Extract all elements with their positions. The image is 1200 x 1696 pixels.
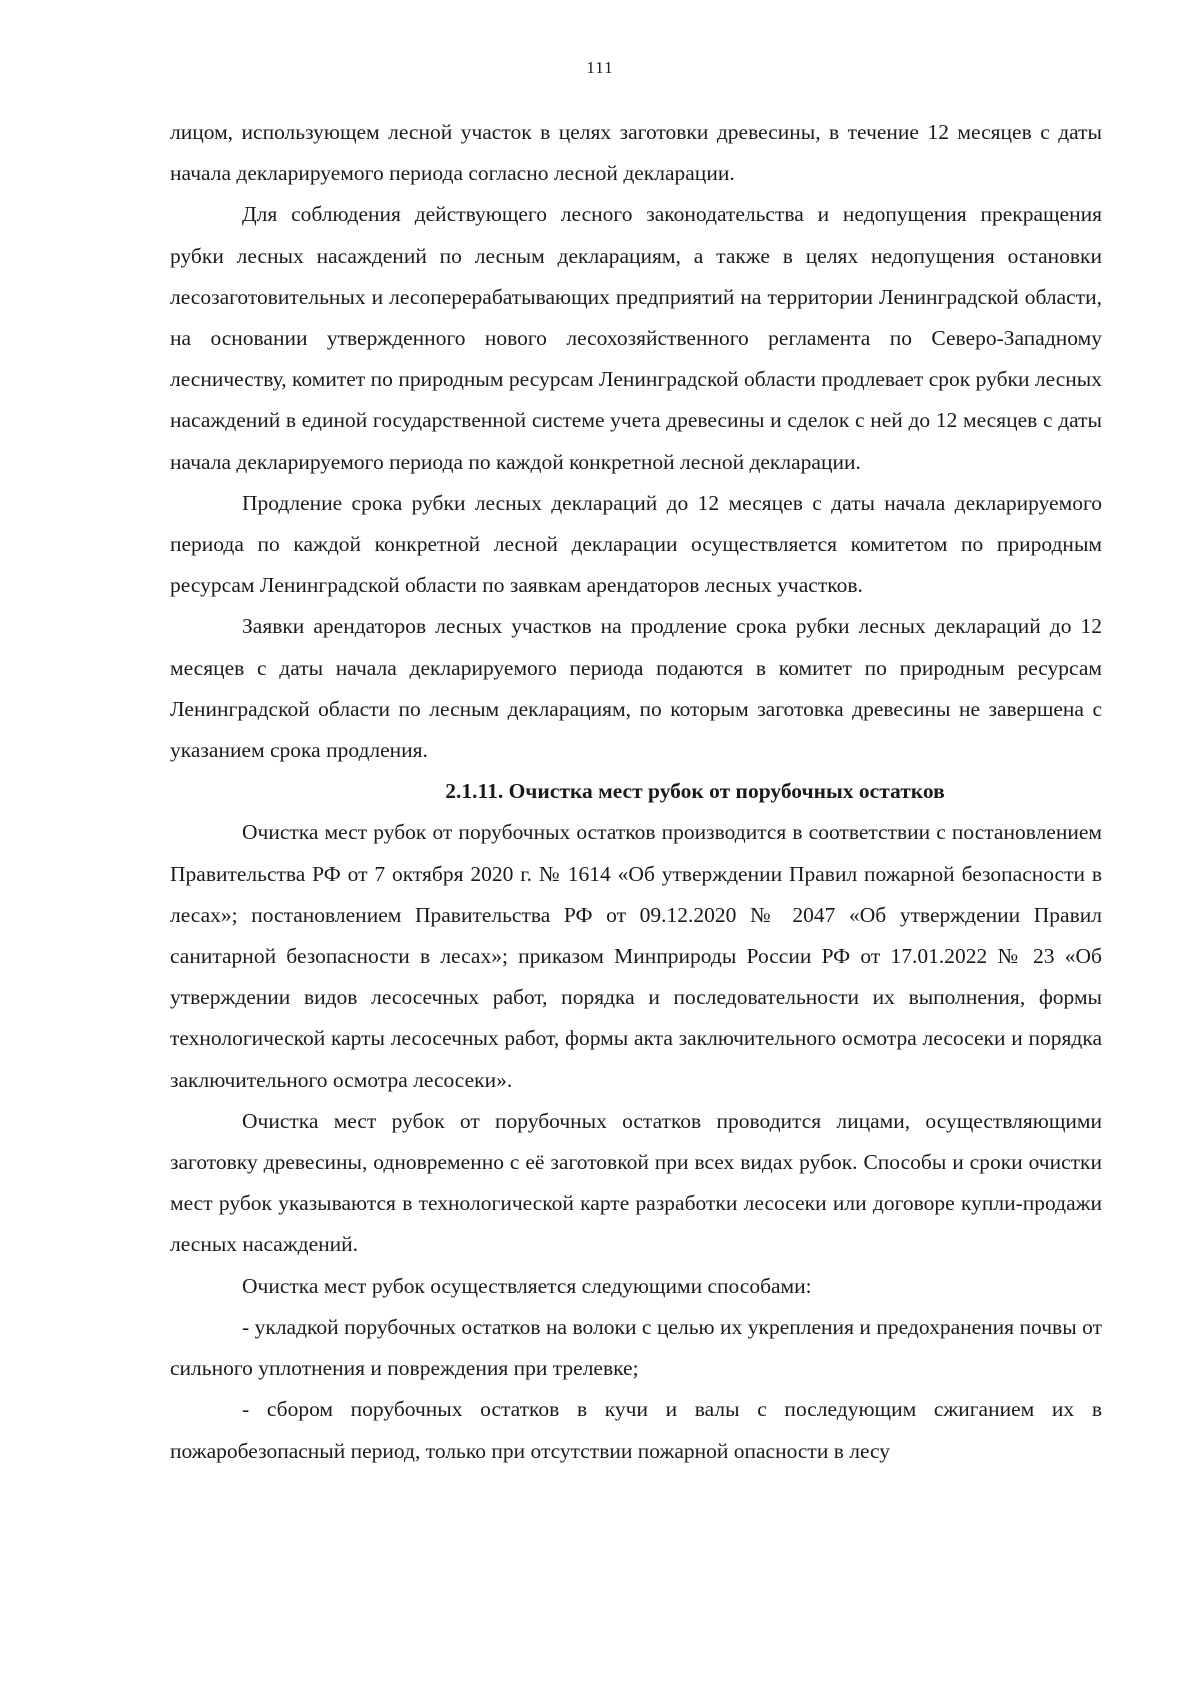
paragraph: Для соблюдения действующего лесного законодательства и недопущения прекращения рубки лесных насаждений по лесным декларациям, а также в целях недопущения остановки лесозаготовительных и лесоперерабатывающих предприятий на территории Ленинградской области, на основании утвержденного нового лесохозяйственного регламента по Северо-Западному лесничеству, комитет по природным ресурсам Ленинградской области продлевает срок рубки лесных насаждений в единой государственной системе учета древесины и сделок с ней до 12 месяцев с даты начала декларируемого периода по каждой конкретной лесной декларации.: [170, 202, 1102, 474]
paragraph: Очистка мест рубок осуществляется следующими способами:: [242, 1273, 812, 1298]
paragraph: лицом, использующем лесной участок в целях заготовки древесины, в течение 12 месяцев с даты начала декларируемого периода согласно лесной декларации.: [170, 120, 1102, 186]
paragraph: Очистка мест рубок от порубочных остатков проводится лицами, осуществляющими заготовку древесины, одновременно с её заготовкой при всех видах рубок. Способы и сроки очистки мест рубок указываются в технологической карте разработки лесосеки или договоре купли-продажи лесных насаждений.: [170, 1108, 1102, 1257]
page-content: [170, 112, 1102, 1472]
paragraph: Продление срока рубки лесных деклараций до 12 месяцев с даты начала декларируемого периода по каждой конкретной лесной декларации осуществляется комитетом по природным ресурсам Ленинградской области по заявкам арендаторов лесных участков.: [170, 490, 1102, 598]
paragraph: Заявки арендаторов лесных участков на продление срока рубки лесных деклараций до 12 месяцев с даты начала декларируемого периода подаются в комитет по природным ресурсам Ленинградской области по лесным декларациям, по которым заготовка древесины не завершена с указанием срока продления.: [170, 614, 1102, 763]
page-number: 111: [586, 58, 614, 77]
section-heading: 2.1.11. Очистка мест рубок от порубочных остатков: [445, 779, 945, 804]
list-item: - сбором порубочных остатков в кучи и валы с последующим сжиганием их в пожаробезопасный период, только при отсутствии пожарной опасности в лесу: [170, 1397, 1102, 1463]
paragraph: Очистка мест рубок от порубочных остатков производится в соответствии с постановлением Правительства РФ от 7 октября 2020 г. № 1614 «Об утверждении Правил пожарной безопасности в лесах»; постановлением Правительства РФ от 09.12.2020 № 2047 «Об утверждении Правил санитарной безопасности в лесах»; приказом Минприроды России РФ от 17.01.2022 № 23 «Об утверждении видов лесосечных работ, порядка и последовательности их выполнения, формы технологической карты лесосечных работ, формы акта заключительного осмотра лесосеки и порядка заключительного осмотра лесосеки».: [170, 820, 1102, 1092]
list-item: - укладкой порубочных остатков на волоки с целью их укрепления и предохранения почвы от сильного уплотнения и повреждения при трелевке;: [170, 1314, 1102, 1381]
